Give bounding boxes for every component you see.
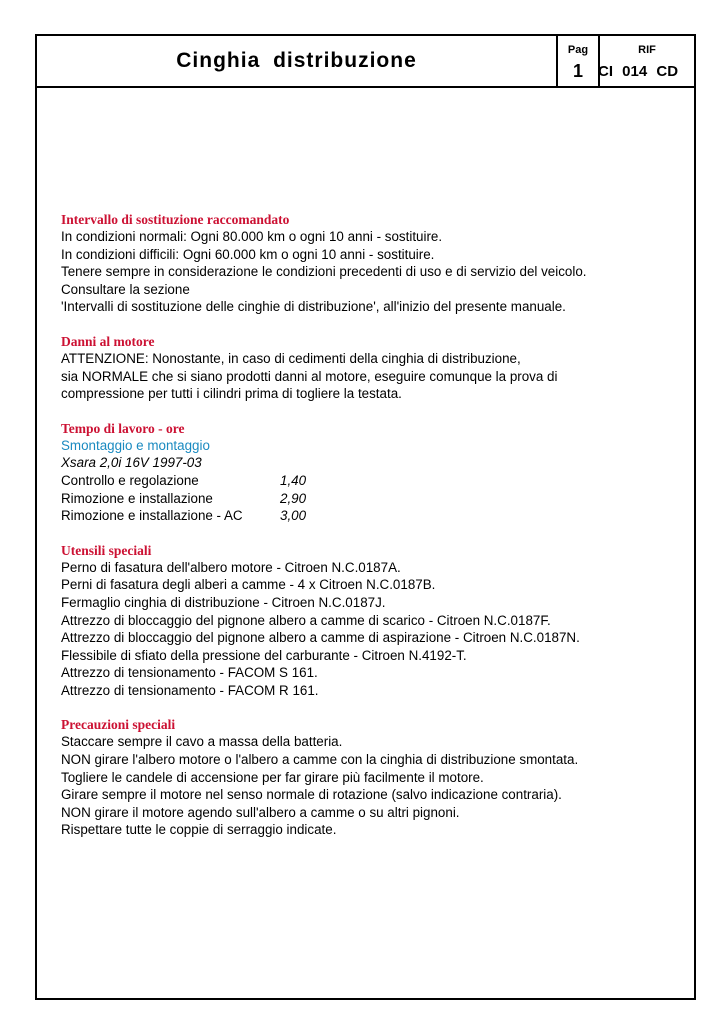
page-number: 1 — [572, 61, 583, 81]
text-line: Consultare la sezione — [61, 281, 190, 297]
text-line: Fermaglio cinghia di distribuzione - Citroen N.C.0187J. — [61, 594, 386, 610]
page-label: Pag — [567, 44, 589, 56]
text-line: Staccare sempre il cavo a massa della batteria. — [61, 734, 343, 750]
time-label: Rimozione e installazione - AC — [61, 508, 243, 524]
section-intervallo — [61, 211, 691, 316]
text-line: Tenere sempre in considerazione le condizioni precedenti di uso e di servizio del veicolo. — [61, 264, 587, 280]
text-line: NON girare il motore agendo sull'albero a camme o su altri pignoni. — [61, 804, 460, 820]
text-line: Flessibile di sfiato della pressione del carburante - Citroen N.4192-T. — [61, 647, 467, 663]
section-danni — [61, 333, 691, 403]
section-tempo — [61, 420, 691, 525]
reference-cell — [598, 36, 696, 86]
text-line: Togliere le candele di accensione per far girare più facilmente il motore. — [61, 769, 484, 785]
time-row — [61, 490, 691, 508]
section-heading: Danni al motore — [61, 333, 155, 349]
text-line: NON girare l'albero motore o l'albero a camme con la cinghia di distribuzione smontata. — [61, 752, 579, 768]
text-line: Rispettare tutte le coppie di serraggio indicate. — [61, 822, 337, 838]
text-line: In condizioni normali: Ogni 80.000 km o ogni 10 anni - sostituire. — [61, 229, 443, 244]
document-body — [61, 211, 691, 856]
time-row — [61, 507, 691, 525]
section-precauzioni — [61, 716, 691, 839]
text-line: Perno di fasatura dell'albero motore - Citroen N.C.0187A. — [61, 559, 401, 575]
section-utensili — [61, 542, 691, 700]
text-line: ATTENZIONE: Nonostante, in caso di cedimenti della cinghia di distribuzione, — [61, 350, 521, 366]
text-line: In condizioni difficili: Ogni 60.000 km o ogni 10 anni - sostituire. — [61, 246, 435, 262]
section-subheading: Smontaggio e montaggio — [61, 437, 210, 453]
time-row — [61, 472, 691, 490]
time-label: Controllo e regolazione — [61, 472, 199, 488]
time-value: 1,40 — [280, 472, 307, 488]
page-title: Cinghia distribuzione — [176, 49, 417, 72]
section-heading: Intervallo di sostituzione raccomandato — [61, 212, 290, 227]
section-heading: Precauzioni speciali — [61, 717, 176, 733]
vehicle-model: Xsara 2,0i 16V 1997-03 — [61, 455, 202, 471]
time-label: Rimozione e installazione — [61, 490, 213, 506]
text-line: Girare sempre il motore nel senso normale di rotazione (salvo indicazione contraria). — [61, 787, 562, 803]
text-line: Attrezzo di tensionamento - FACOM R 161. — [61, 682, 319, 698]
text-line: 'Intervalli di sostituzione delle cinghie di distribuzione', all'inizio del presente manuale. — [61, 299, 566, 315]
section-heading: Utensili speciali — [61, 542, 152, 558]
reference-label: RIF — [638, 44, 656, 56]
section-heading: Tempo di lavoro - ore — [61, 420, 185, 436]
text-line: Attrezzo di bloccaggio del pignone albero a camme di scarico - Citroen N.C.0187F. — [61, 612, 551, 628]
time-value: 2,90 — [280, 490, 307, 506]
text-line: compressione per tutti i cilindri prima di togliere la testata. — [61, 386, 402, 402]
page-number-cell — [556, 36, 600, 86]
text-line: sia NORMALE che si siano prodotti danni al motore, eseguire comunque la prova di — [61, 368, 558, 384]
reference-code: CI 014 CD — [598, 63, 679, 80]
text-line: Attrezzo di bloccaggio del pignone albero a camme di aspirazione - Citroen N.C.0187N. — [61, 630, 580, 646]
time-value: 3,00 — [280, 508, 307, 524]
header — [37, 36, 694, 88]
text-line: Attrezzo di tensionamento - FACOM S 161. — [61, 665, 318, 681]
text-line: Perni di fasatura degli alberi a camme - 4 x Citroen N.C.0187B. — [61, 577, 436, 593]
